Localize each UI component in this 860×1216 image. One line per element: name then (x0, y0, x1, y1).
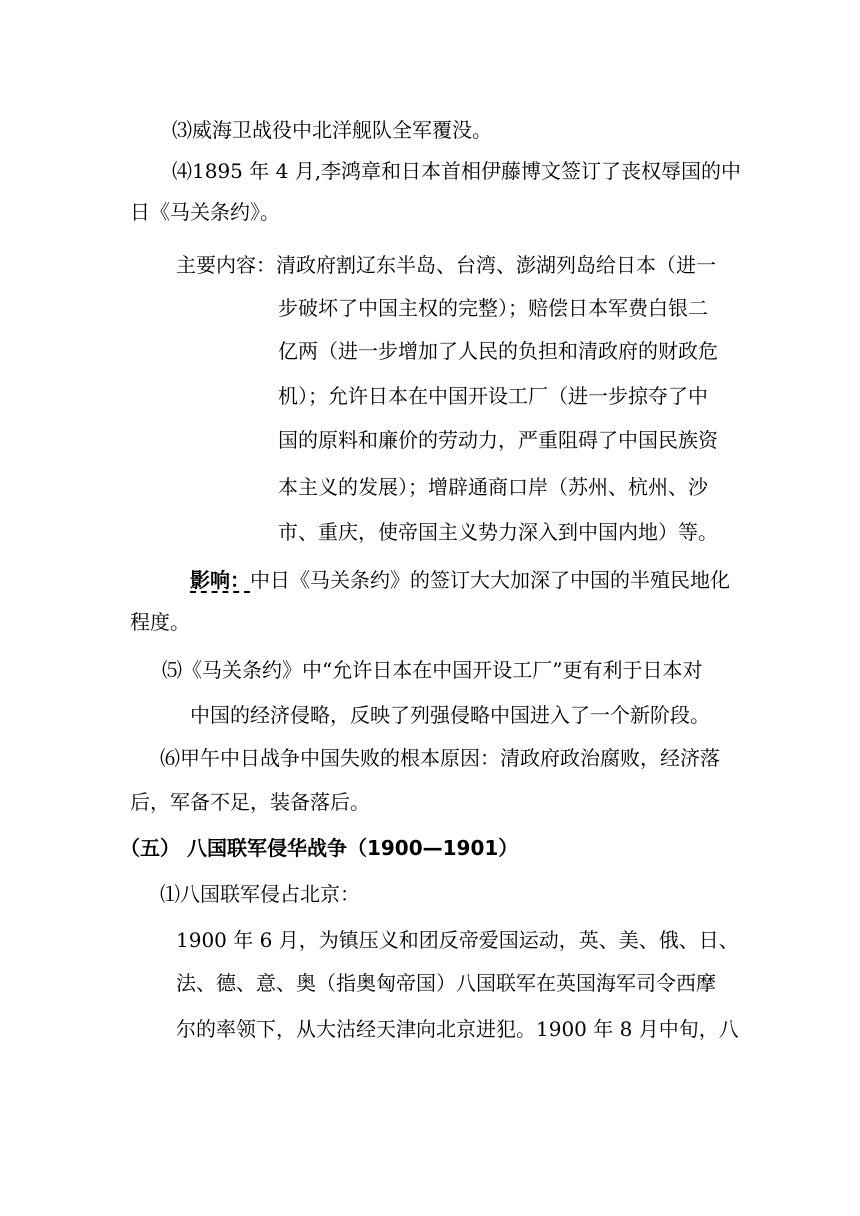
text-line: 市、重庆，使帝国主义势力深入到中国内地）等。 (278, 520, 718, 544)
text-line: 步破坏了中国主权的完整）；赔偿日本军费白银二 (278, 296, 708, 320)
text-line: ⑴八国联军侵占北京： (160, 882, 360, 906)
text-line: 1900 年 6 月，为镇压义和团反帝爱国运动，英、美、俄、日、 (176, 928, 739, 952)
text-line: 程度。 (130, 610, 190, 634)
text-line: 机）；允许日本在中国开设工厂（进一步掠夺了中 (278, 384, 708, 408)
text-line: 法、德、意、奥（指奥匈帝国）八国联军在英国海军司令西摩 (176, 971, 716, 995)
text-line: 后，军备不足，装备落后。 (130, 790, 370, 814)
text-line: 中国的经济侵略，反映了列强侵略中国进入了一个新阶段。 (190, 703, 710, 727)
section-heading: （五） 八国联军侵华战争（1900—1901） (120, 836, 519, 860)
text-line: ⑶威海卫战役中北洋舰队全军覆没。 (172, 118, 492, 142)
text-line: 国的原料和廉价的劳动力，严重阻碍了中国民族资 (278, 428, 718, 452)
text-line: 本主义的发展）；增辟通商口岸（苏州、杭州、沙 (278, 475, 708, 499)
text-line: ⑸《马关条约》中“允许日本在中国开设工厂”更有利于日本对 (162, 658, 703, 682)
text-line: 日《马关条约》。 (130, 200, 280, 224)
text-line: ⑹甲午中日战争中国失败的根本原因：清政府政治腐败，经济落 (160, 746, 720, 770)
text-line: 尔的率领下，从大沽经天津向北京进犯。1900 年 8 月中旬，八 (176, 1017, 739, 1041)
text-line: ⑷1895 年 4 月,李鸿章和日本首相伊藤博文签订了丧权辱国的中 (172, 159, 742, 183)
impact-label: 影响： (190, 568, 250, 592)
text-line: 中日《马关条约》的签订大大加深了中国的半殖民地化 (250, 568, 730, 592)
text-line: 主要内容：清政府割辽东半岛、台湾、澎湖列岛给日本（进一 (176, 253, 716, 277)
text-line: 亿两（进一步增加了人民的负担和清政府的财政危 (278, 339, 718, 363)
